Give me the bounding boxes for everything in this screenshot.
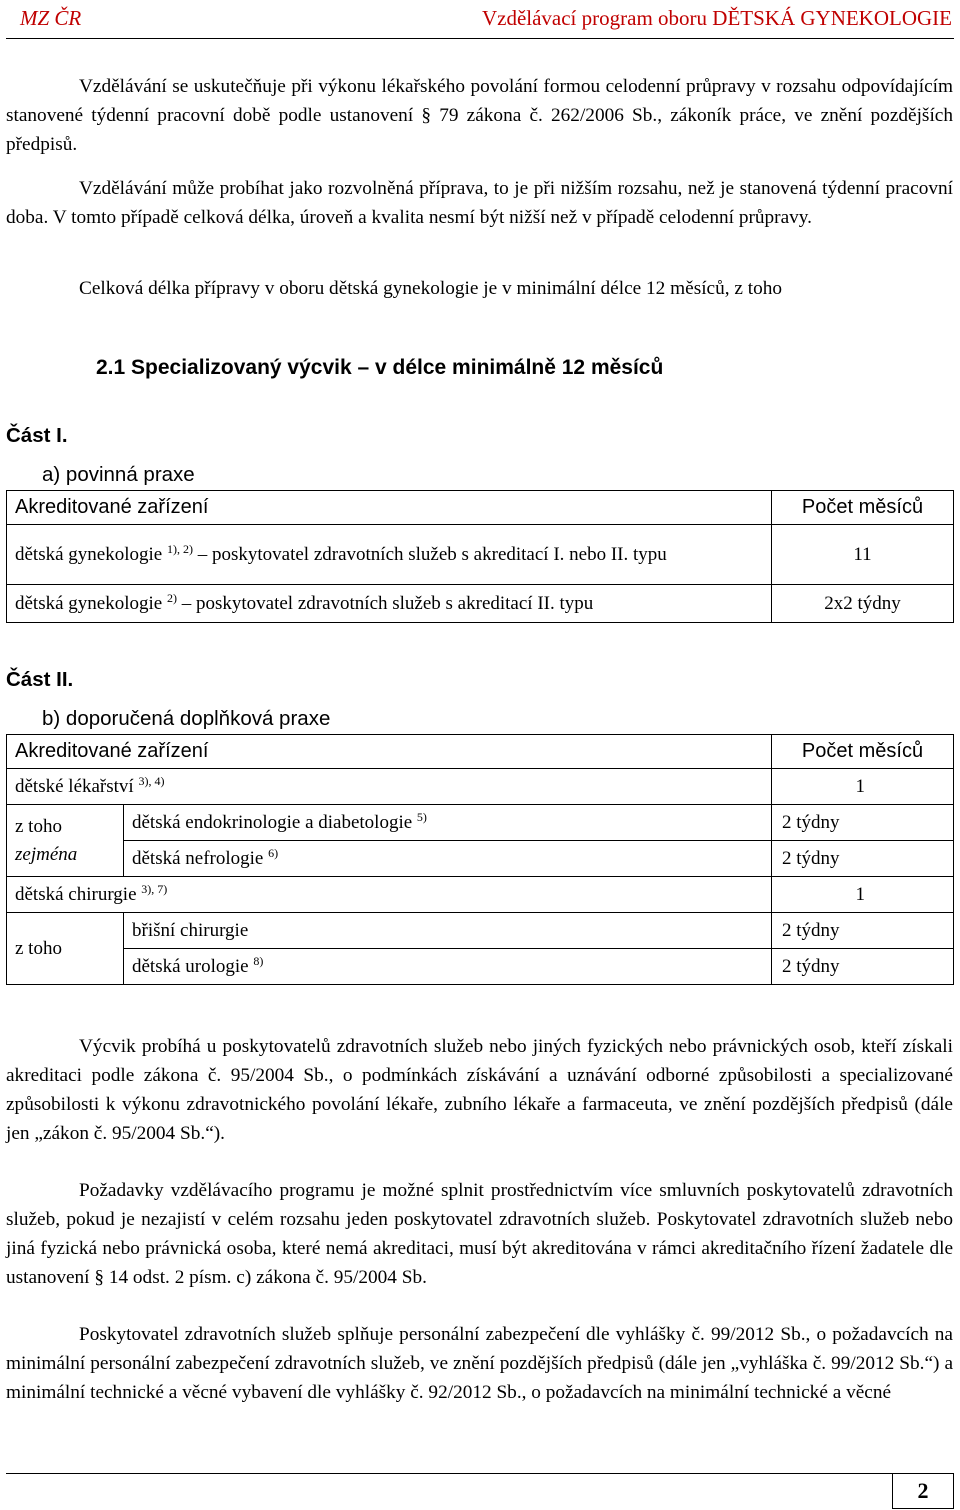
intro-paragraph-2: Vzdělávání může probíhat jako rozvolněná příprava, to je při nižším rozsahu, než je stanovená týdenní pracovní doba. V tomto případě celková délka, úroveň a kvalita nesmí být nižší než v případě celodenní průpravy. [6,178,953,228]
table-row [7,525,954,585]
part2-subtitle: b) doporučená doplňková praxe [42,707,331,730]
body-paragraph-2: Požadavky vzdělávacího programu je možné splnit prostřednictvím více smluvních poskytovatelů zdravotních služeb, pokud je nezajistí v celém rozsahu jeden poskytovatel zdravotních služeb. Poskytovatel zdravotních služeb nebo jiná fyzická nebo právnická osoba, které nemá akreditaci, musí být akreditována v rámci akreditačního řízení žadatele dle ustanovení § 14 odst. 2 písm. c) zákona č. 95/2004 Sb. [6,1180,953,1288]
part2-group-2-value: 1 [772,877,954,913]
part2-group-1-sub-2-value: 2 týdny [772,841,954,877]
part1-subtitle: a) povinná praxe [42,463,195,486]
part1-table [6,490,954,623]
part2-group-1-sub-1-value: 2 týdny [772,805,954,841]
part1-row-2-value: 2x2 týdny [772,585,954,623]
body-paragraph-1: Výcvik probíhá u poskytovatelů zdravotních služeb nebo jiných fyzických nebo právnických osob, kteří získali akreditaci podle zákona č. 95/2004 Sb., o podmínkách získávání a uznávání odborné způsobilosti a specializované způsobilosti k výkonu zdravotnického povolání lékaře, zubního lékaře a farmaceuta, ve znění pozdějších předpisů (dále jen „zákon č. 95/2004 Sb.“). [6,1036,953,1144]
part1-header-row [7,491,954,525]
part2-group-1-sublabel: z toho zejména [7,805,124,877]
table-row [7,949,954,985]
part2-group-1-value: 1 [772,769,954,805]
part2-group-2-sub-1-name: břišní chirurgie [124,913,772,949]
part2-col-facility: Akreditované zařízení [7,735,772,769]
body-paragraph-3: Poskytovatel zdravotních služeb splňuje personální zabezpečení dle vyhlášky č. 99/2012 Sb., o požadavcích na minimální personální zabezpečení zdravotních služeb, ve znění pozdějších předpisů (dále jen „vyhláška č. 99/2012 Sb.“) a minimální technické a věcné vybavení dle vyhlášky č. 92/2012 Sb., o požadavcích na minimální technické a věcné [6,1324,953,1403]
part2-group-2-sublabel: z toho [7,913,124,985]
part2-label: Část II. [6,668,74,691]
footer-divider [6,1473,954,1474]
part1-row-2-facility: dětská gynekologie $^{2)}$ – poskytovatel zdravotních služeb s akreditací II. typu [7,585,772,623]
table-row [7,913,954,949]
section-title: 2.1 Specializovaný výcvik – v délce minimálně 12 měsíců [96,356,664,379]
table-row [7,877,954,913]
part2-col-months: Počet měsíců [772,735,954,769]
page-number: 2 [892,1473,954,1509]
part1-col-facility: Akreditované zařízení [7,491,772,525]
header-title: Vzdělávací program oboru DĚTSKÁ GYNEKOLOGIE [481,6,952,30]
page-header [6,0,954,39]
part2-group-2-sub-2-value: 2 týdny [772,949,954,985]
part2-group-2-name: dětská chirurgie $^{3), 7)}$ [7,877,772,913]
part2-header-row [7,735,954,769]
part1-col-months: Počet měsíců [772,491,954,525]
part2-group-1-sub-2-name: dětská nefrologie $^{6)}$ [124,841,772,877]
part2-group-1-sub-1-name: dětská endokrinologie a diabetologie $^{5)}$ [124,805,772,841]
table-row [7,841,954,877]
part2-group-1-name: dětské lékařství $^{3), 4)}$ [7,769,772,805]
part2-group-2-sub-2-name: dětská urologie $^{8)}$ [124,949,772,985]
table-row [7,585,954,623]
header-ministry: MZ ČR [20,6,82,30]
table-row [7,769,954,805]
part1-row-1-facility: dětská gynekologie $^{1), 2)}$ – poskytovatel zdravotních služeb s akreditací I. nebo II. typu [7,525,772,585]
part1-label: Část I. [6,424,68,447]
part2-group-2-sub-1-value: 2 týdny [772,913,954,949]
intro-paragraph-3: Celková délka přípravy v oboru dětská gynekologie je v minimální délce 12 měsíců, z toho [79,278,783,299]
table-row [7,805,954,841]
part1-row-1-value: 11 [772,525,954,585]
intro-paragraph-1: Vzdělávání se uskutečňuje při výkonu lékařského povolání formou celodenní průpravy v rozsahu odpovídajícím stanovené týdenní pracovní době podle ustanovení § 79 zákona č. 262/2006 Sb., zákoník práce, ve znění pozdějších předpisů. [6,76,953,155]
part2-table [6,734,954,985]
